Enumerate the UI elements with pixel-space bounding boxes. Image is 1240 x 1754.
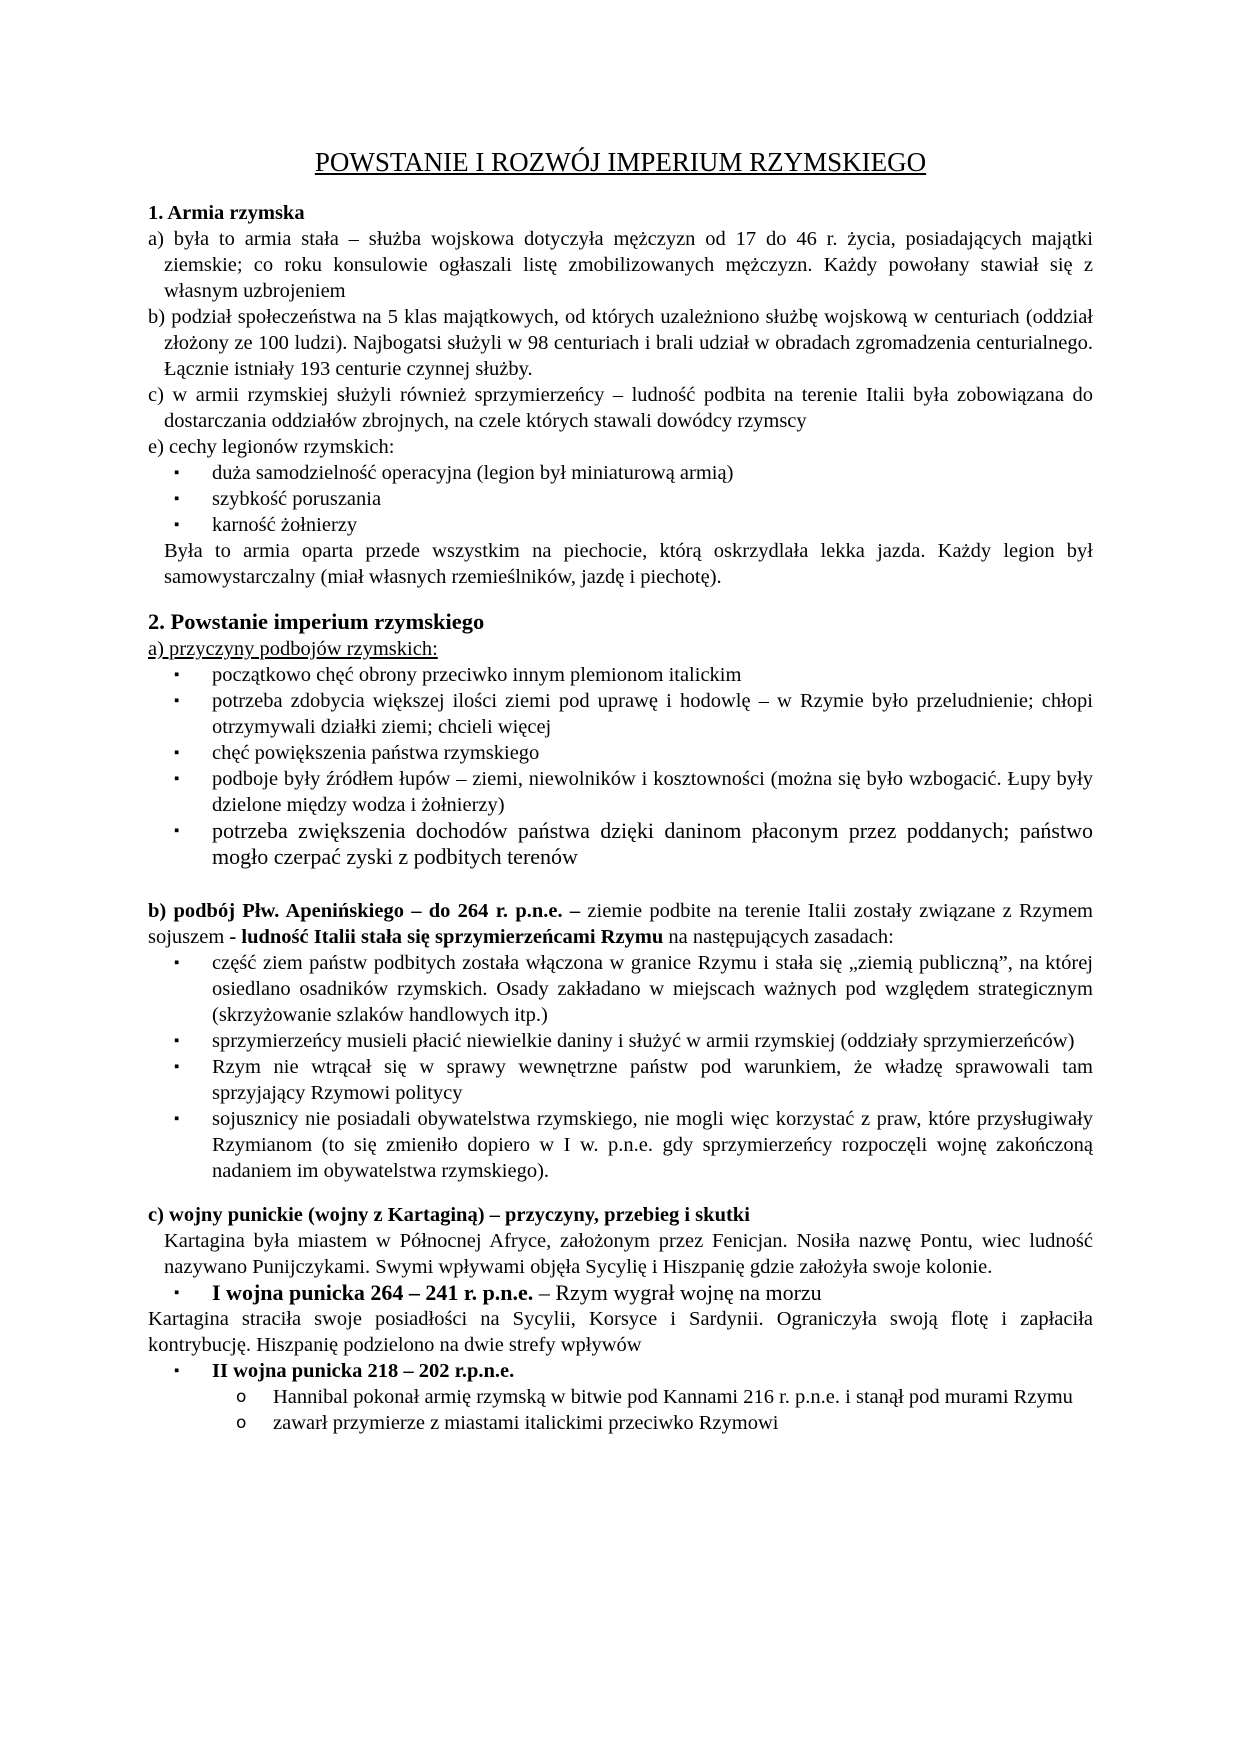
list-item: ▪ część ziem państw podbitych została włączona w granice Rzymu i stała się „ziemią publiczną”, na której osiedlano osadników rzymskich. Osady zakładano w miejscach ważnych pod względem strategicznym (skrzyżowanie szlaków handlowych itp.) [164, 950, 1093, 1028]
s2-a-heading: a) przyczyny podbojów rzymskich: [148, 638, 438, 660]
war-1-text: Kartagina straciła swoje posiadłości na Sycylii, Korsyce i Sardynii. Ograniczyła swoją flotę i zapłaciła kontrybucję. Hiszpanię podzielono na dwie strefy wpływów [148, 1308, 1093, 1356]
war-1-title: I wojna punicka 264 – 241 r. p.n.e. [212, 1280, 534, 1305]
list-item: ▪ początkowo chęć obrony przeciwko innym plemionom italickim [164, 662, 1093, 688]
war-2-list [148, 1358, 1093, 1384]
war-1-list [148, 1280, 1093, 1306]
s2-b-text-2: na następujących zasadach: [663, 926, 894, 948]
alliance-rules-list [148, 950, 1093, 1184]
s2-b-text-1: ziemie podbite na terenie Italii zostały związane z Rzymem sojuszem [148, 900, 1093, 948]
list-item: ▪ chęć powiększenia państwa rzymskiego [164, 740, 1093, 766]
war-1-result: – Rzym wygrał wojnę na morzu [533, 1280, 822, 1305]
s1-point-b: b) podział społeczeństwa na 5 klas majątkowych, od których uzależniono służbę wojskową w centuriach (oddział złożony ze 100 ludzi). Najbogatsi służyli w 98 centuriach i brali udział w obradach zgromadzenia centurialnego. Łącznie istniały 193 centurie czynnej służby. [148, 306, 1093, 380]
s2-c-intro: Kartagina była miastem w Północnej Afryce, założonym przez Fenicjan. Nosiła nazwę Pontu, wiec ludność nazywano Punijczykami. Swymi wpływami objęła Sycylię i Hiszpanię gdzie założyła swoje kolonie. [164, 1230, 1093, 1278]
section-1-heading: 1. Armia rzymska [148, 202, 305, 224]
war-2-title: II wojna punicka 218 – 202 r.p.n.e. [212, 1360, 515, 1382]
legion-features-list [148, 460, 1093, 538]
section-2-heading: 2. Powstanie imperium rzymskiego [148, 609, 485, 634]
list-item: ▪ potrzeba zwiększenia dochodów państwa dzięki daninom płaconym przez poddanych; państwo mogło czerpać zyski z podbitych terenów [164, 818, 1093, 870]
list-item: ▪ podboje były źródłem łupów – ziemi, niewolników i kosztowności (można się było wzbogacić. Łupy były dzielone między wodza i żołnierzy) [164, 766, 1093, 818]
conquest-reasons-list [148, 662, 1093, 870]
page-title: POWSTANIE I ROZWÓJ IMPERIUM RZYMSKIEGO [314, 147, 927, 177]
list-item [164, 1358, 1093, 1384]
s1-point-e: e) cechy legionów rzymskich: [148, 436, 395, 458]
s1-point-c: c) w armii rzymskiej służyli również sprzymierzeńcy – ludność podbita na terenie Italii była zobowiązana do dostarczania oddziałów zbrojnych, na czele których stawali dowódcy rzymscy [148, 384, 1093, 432]
s2-b-bold: - ludność Italii stała się sprzymierzeńcami Rzymu [229, 926, 664, 948]
list-item: ▪ potrzeba zdobycia większej ilości ziemi pod uprawę i hodowlę – w Rzymie było przeludnienie; chłopi otrzymywali działki ziemi; chcieli więcej [164, 688, 1093, 740]
s1-point-a: a) była to armia stała – służba wojskowa dotyczyła mężczyzn od 17 do 46 r. życia, posiadających majątki ziemskie; co roku konsulowie ogłaszali listę zmobilizowanych mężczyzn. Każdy powołany stawiał się z własnym uzbrojeniem [148, 228, 1093, 302]
list-item: o zawarł przymierze z miastami italickimi przeciwko Rzymowi [148, 1410, 1093, 1436]
list-item: o Hannibal pokonał armię rzymską w bitwie pod Kannami 216 r. p.n.e. i stanął pod murami Rzymu [148, 1384, 1093, 1410]
list-item: ▪ duża samodzielność operacyjna (legion był miniaturową armią) [164, 460, 1093, 486]
list-item: ▪ szybkość poruszania [164, 486, 1093, 512]
s1-summary: Była to armia oparta przede wszystkim na piechocie, którą oskrzydlała lekka jazda. Każdy legion był samowystarczalny (miał własnych rzemieślników, jazdę i piechotę). [164, 540, 1093, 588]
list-item: ▪ sojusznicy nie posiadali obywatelstwa rzymskiego, nie mogli więc korzystać z praw, które przysługiwały Rzymianom (to się zmieniło dopiero w I w. p.n.e. gdy sprzymierzeńcy rozpoczęli wojnę zakończoną nadaniem im obywatelstwa rzymskiego). [164, 1106, 1093, 1184]
list-item: ▪ karność żołnierzy [164, 512, 1093, 538]
s2-b-heading: b) podbój Płw. Apenińskiego – do 264 r. p.n.e. – [148, 900, 581, 922]
document-page [148, 146, 1093, 1436]
list-item: ▪ sprzymierzeńcy musieli płacić niewielkie daniny i służyć w armii rzymskiej (oddziały sprzymierzeńców) [164, 1028, 1093, 1054]
list-item: ▪ Rzym nie wtrącał się w sprawy wewnętrzne państw pod warunkiem, że władzę sprawowali tam sprzyjający Rzymowi politycy [164, 1054, 1093, 1106]
s2-b-paragraph [148, 898, 1093, 950]
list-item [164, 1280, 1093, 1306]
war-2-details-list [148, 1384, 1093, 1436]
s2-c-heading: c) wojny punickie (wojny z Kartaginą) – przyczyny, przebieg i skutki [148, 1204, 750, 1226]
